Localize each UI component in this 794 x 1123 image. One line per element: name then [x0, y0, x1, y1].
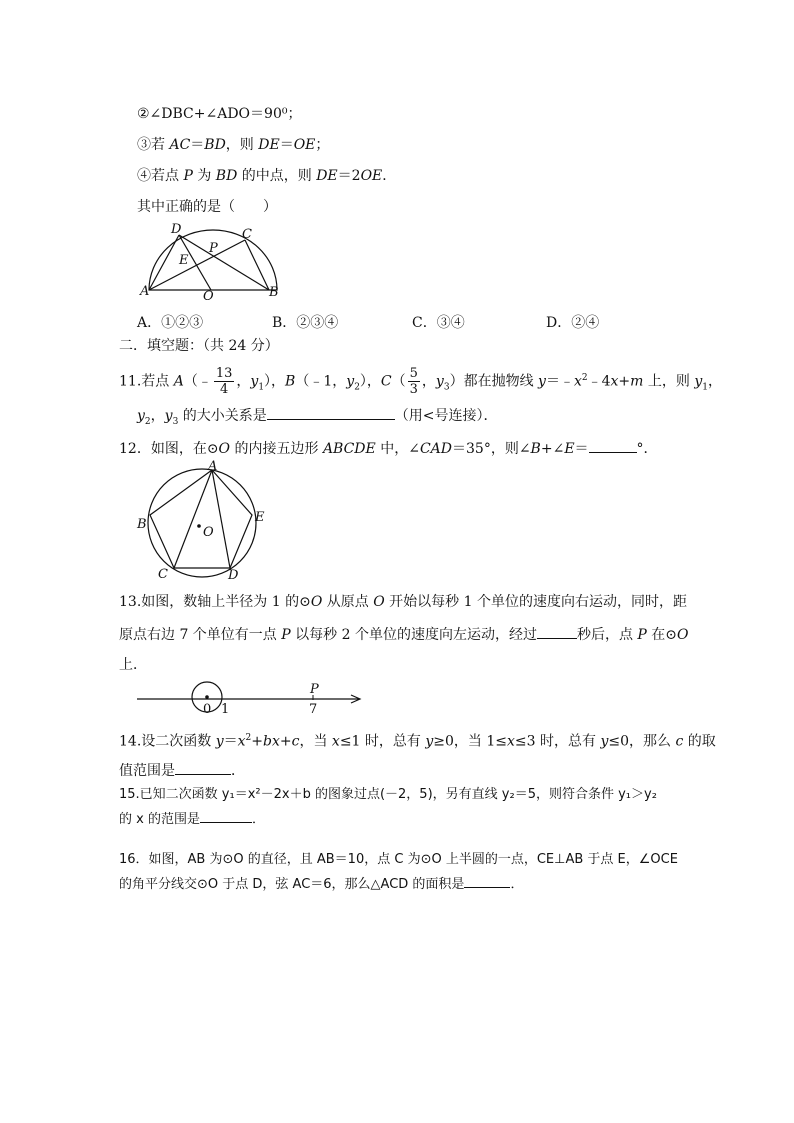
text: P	[281, 627, 291, 643]
text: +	[251, 733, 264, 750]
text: （用<号连接）．	[394, 408, 498, 424]
q14-line-2	[119, 760, 245, 780]
text: （﹣	[183, 373, 212, 390]
q10-semicircle-figure	[135, 220, 285, 306]
denominator: 4	[219, 382, 229, 398]
text: 上，则	[643, 373, 695, 390]
label-one: 1	[221, 702, 230, 716]
q10-option-c[interactable]: C．③④	[412, 315, 465, 331]
q10-question-text: 其中正确的是（ ）	[137, 199, 277, 215]
text: ；	[315, 137, 330, 153]
diagonal-ac	[174, 470, 212, 568]
text: 值范围是	[119, 763, 175, 779]
text: x	[507, 733, 515, 750]
text: y	[538, 373, 546, 390]
section-title	[119, 337, 279, 355]
label-e: E	[255, 510, 265, 525]
label-seven: 7	[309, 702, 318, 716]
numerator: 5	[409, 366, 418, 382]
q12-answer-blank[interactable]	[589, 438, 637, 453]
denominator: 3	[409, 382, 418, 398]
pentagon-abcde	[150, 470, 252, 568]
q10-option-b[interactable]: B．②③④	[272, 315, 339, 331]
text: OE	[360, 168, 383, 184]
label-c: C	[158, 567, 168, 582]
text: bx	[263, 733, 280, 750]
text: °．	[636, 441, 658, 457]
text: OE	[293, 137, 316, 153]
q13-answer-blank[interactable]	[537, 624, 577, 639]
text: O	[310, 594, 323, 610]
text: P	[637, 627, 647, 643]
text: 的取	[683, 733, 716, 750]
fraction-13-4	[214, 366, 235, 397]
label-o: O	[203, 289, 214, 304]
text: y	[250, 373, 259, 390]
semicircle-arc	[149, 230, 277, 290]
text: 的大小关系是	[178, 408, 267, 424]
q12-pentagon-figure	[132, 460, 272, 585]
text: BD	[215, 168, 238, 184]
text: x	[573, 373, 582, 390]
label-c: C	[242, 227, 252, 242]
text: B	[530, 441, 541, 457]
text: 1	[258, 382, 265, 393]
q13-line-1	[119, 593, 687, 611]
q10-question	[137, 198, 277, 216]
q10-item-3	[137, 136, 329, 154]
text: y	[164, 408, 173, 424]
text: ④若点	[137, 168, 184, 184]
text: +	[279, 733, 292, 750]
text: ），	[264, 373, 286, 390]
text: 的角平分线交⊙O 于点 D，弦 AC＝6，那么△ACD 的面积是	[119, 877, 465, 892]
text: ＝	[279, 137, 294, 153]
text: 以每秒 2 个单位的速度向左运动，经过	[290, 627, 537, 643]
text: A	[173, 373, 184, 390]
q10-item-2	[137, 105, 301, 123]
text: ＝	[223, 733, 238, 750]
text: ≤3 时，总有	[514, 733, 601, 750]
text: ．	[231, 763, 245, 779]
diagonal-ad	[212, 470, 230, 568]
q15-line-2	[119, 808, 265, 829]
text: ．	[382, 168, 397, 184]
text: 中，∠	[375, 441, 420, 457]
text: 2	[581, 373, 588, 383]
segment-ac	[149, 240, 245, 290]
q10-item-2-text: ②∠DBC+∠ADO＝90⁰；	[137, 106, 302, 122]
text: 1	[702, 382, 708, 393]
text: 上．	[119, 657, 147, 673]
text: 2	[144, 416, 151, 427]
text: 开始以每秒 1 个单位的速度向右运动，同时，距	[384, 594, 687, 610]
text: 12．如图，在⊙	[119, 441, 219, 457]
q14-line-1	[119, 729, 716, 751]
text: y	[435, 373, 444, 390]
text: y	[346, 373, 355, 390]
q10-option-a[interactable]: A．①②③	[137, 315, 204, 331]
text: O	[677, 627, 689, 643]
text: x	[237, 733, 246, 750]
text: ＝	[574, 441, 589, 457]
text: 秒后，点	[576, 627, 638, 643]
text: y	[425, 733, 434, 750]
text: +∠	[540, 441, 565, 457]
text: B	[285, 373, 296, 390]
fraction-5-3	[408, 366, 420, 397]
text: 16．如图，AB 为⊙O 的直径，且 AB＝10，点 C 为⊙O 上半圆的一点，CE⊥AB 于点 E，∠OCE	[119, 852, 678, 867]
text: DE	[258, 137, 280, 153]
text: ≥0，当 1≤	[433, 733, 508, 750]
text: ＝35°，则∠	[452, 441, 531, 457]
text: 在⊙	[646, 627, 678, 643]
label-d: D	[171, 222, 182, 237]
text: ，	[150, 408, 165, 424]
text: ABCDE	[322, 441, 376, 457]
section-title-text: 二．填空题：（共 24 分）	[119, 338, 279, 354]
text: +	[618, 373, 631, 390]
label-o: O	[203, 525, 214, 540]
text: 2	[354, 382, 360, 393]
text: C	[380, 373, 392, 390]
text: （﹣1，	[295, 373, 347, 390]
text: m	[630, 373, 644, 390]
label-d: D	[228, 568, 239, 583]
text: AC	[169, 137, 191, 153]
text: 13.如图，数轴上半径为 1 的⊙	[119, 594, 311, 610]
text: O	[373, 594, 385, 610]
text: 为	[192, 168, 216, 184]
numerator: 13	[215, 366, 233, 382]
text: x	[331, 733, 340, 750]
q15-answer-blank[interactable]	[200, 808, 252, 823]
text: 的中点，则	[237, 168, 317, 184]
text: y	[137, 408, 145, 424]
text: （	[391, 373, 406, 390]
text: ，	[421, 373, 436, 390]
label-a: A	[208, 460, 218, 474]
label-p: P	[310, 682, 319, 697]
text: ，当	[299, 733, 332, 750]
text: ）都在抛物线	[449, 373, 539, 390]
q13-line-2	[119, 624, 689, 644]
text: 11.若点	[119, 373, 174, 390]
label-e: E	[179, 253, 189, 268]
q16-line-1	[119, 851, 678, 869]
q16-line-2	[119, 873, 523, 894]
text: ．	[251, 812, 265, 827]
text: c	[291, 733, 300, 750]
text: 15.已知二次函数 y₁＝x²－2x＋b 的图象过点(－2，5)，另有直线 y₂＝5，则符合条件 y₁＞y₂	[119, 787, 657, 802]
center-dot	[197, 524, 201, 528]
label-a: A	[140, 284, 150, 299]
text: y	[215, 733, 224, 750]
text: CAD	[419, 441, 452, 457]
q11-line-1	[119, 360, 722, 405]
q16-answer-blank[interactable]	[464, 873, 510, 888]
text: 3	[443, 382, 450, 393]
text: ，	[236, 373, 251, 390]
text: 的 x 的范围是	[119, 812, 200, 827]
text: 从原点	[322, 594, 374, 610]
text: ），	[359, 373, 381, 390]
q11-answer-blank[interactable]	[267, 405, 395, 420]
text: 的内接五边形	[230, 441, 323, 457]
text: ≤1 时，总有	[339, 733, 426, 750]
text: ＝2	[337, 168, 361, 184]
text: O	[218, 441, 231, 457]
text: ﹣4	[587, 373, 611, 390]
text: ，则	[225, 137, 259, 153]
label-b: B	[137, 517, 147, 532]
label-zero: 0	[203, 702, 212, 716]
label-p: P	[209, 241, 218, 256]
q13-number-line-figure	[135, 680, 367, 716]
text: BD	[204, 137, 226, 153]
text: DE	[316, 168, 338, 184]
text: ＝	[190, 137, 205, 153]
text: y	[694, 373, 703, 390]
q12-line	[119, 438, 658, 458]
text: P	[183, 168, 193, 184]
text: ，	[708, 373, 722, 390]
text: ≤0，那么	[608, 733, 676, 750]
text: 3	[172, 416, 179, 427]
q15-line-1	[119, 786, 657, 804]
text: 2	[245, 733, 252, 743]
text: ＝﹣	[545, 373, 574, 390]
q14-answer-blank[interactable]	[175, 760, 231, 775]
text: x	[610, 373, 619, 390]
circle-o	[148, 469, 256, 577]
q11-line-2	[137, 405, 498, 431]
text: y	[600, 733, 609, 750]
text: E	[564, 441, 575, 457]
label-b: B	[269, 285, 279, 300]
text: 原点右边 7 个单位有一点	[119, 627, 282, 643]
text: 14.设二次函数	[119, 733, 216, 750]
text: ③若	[137, 137, 170, 153]
center-dot	[205, 695, 209, 699]
text: ．	[510, 877, 524, 892]
text: c	[675, 733, 684, 750]
q13-line-3	[119, 656, 147, 674]
q10-item-4	[137, 167, 396, 185]
q10-option-d[interactable]: D．②④	[546, 315, 600, 331]
